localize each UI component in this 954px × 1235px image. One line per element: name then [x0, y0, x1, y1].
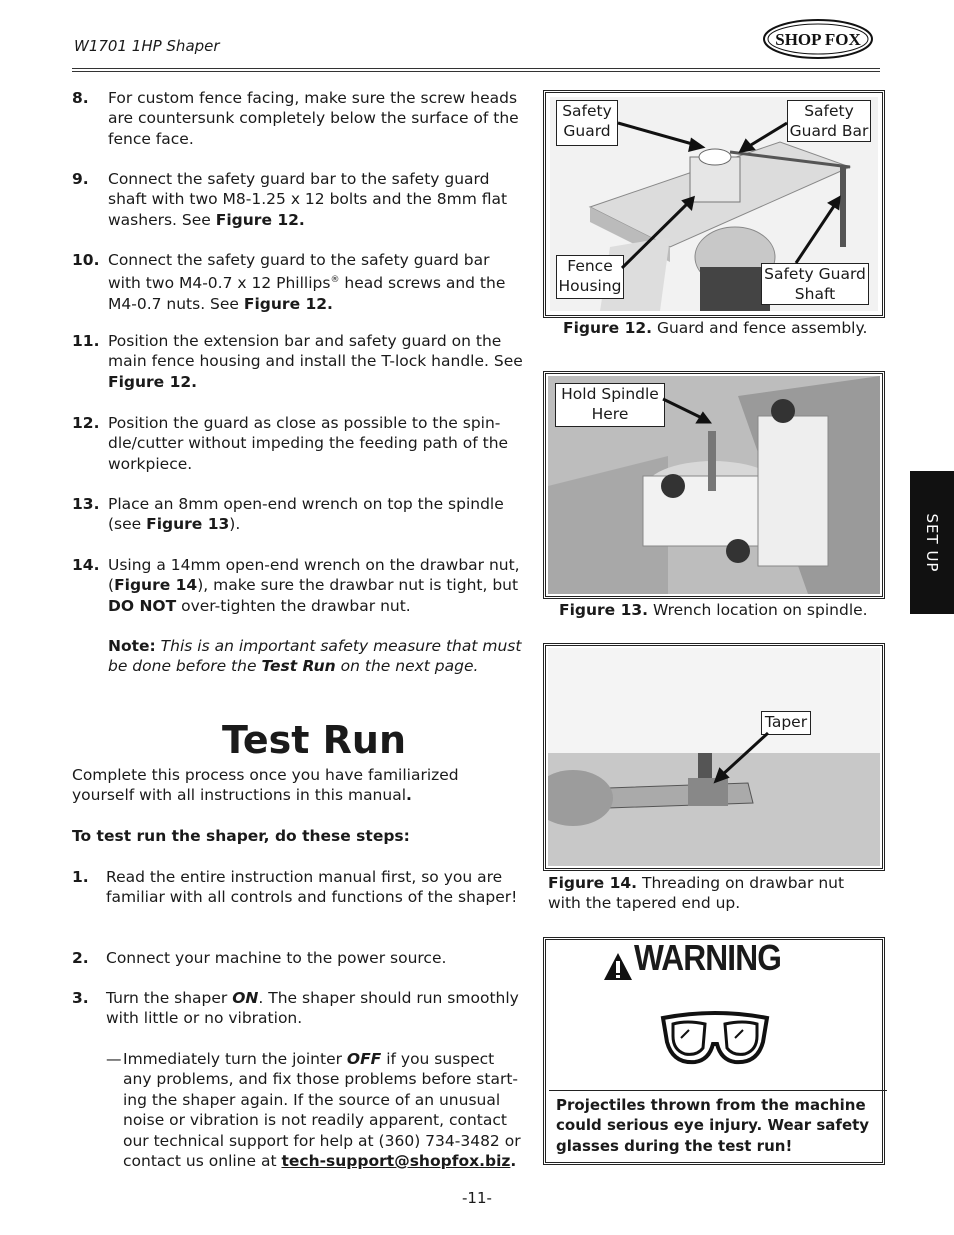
figure-caption-text: Guard and fence assembly. — [652, 319, 868, 337]
step-text: For custom fence facing, make sure the screw heads are countersunk completely below the surface of the fence face. — [108, 89, 519, 148]
step-text — [108, 494, 524, 535]
note-text-part: on the next page. — [335, 657, 479, 676]
step-number: 12. — [72, 414, 100, 432]
registered-mark: ® — [330, 275, 340, 286]
test-step-3 — [72, 988, 524, 1029]
step-text: Read the entire instruction manual first, so you are familiar with all controls and functions of the shaper! — [106, 868, 518, 907]
step-number: 8. — [72, 89, 89, 107]
step-text: Position the guard as close as possible to the spin-dle/cutter without impeding the feeding path of the workpiece. — [108, 414, 509, 473]
figure-14-arrow — [546, 646, 882, 868]
section-tab — [910, 471, 954, 614]
step-number: 1. — [72, 868, 89, 886]
step-text-part: . The shaper should run smoothly with little or no vibration. — [106, 989, 519, 1028]
figure-12-frame — [543, 90, 885, 318]
figure-ref: Figure 12. — [108, 372, 198, 391]
step-text-part: ), make sure the drawbar nut is tight, but — [197, 576, 519, 595]
dash-text-part: Immediately turn the jointer — [123, 1050, 347, 1068]
intro-period: . — [406, 786, 412, 805]
step-number: 3. — [72, 989, 89, 1007]
figure-12-caption — [563, 318, 867, 338]
shop-fox-logo — [762, 18, 874, 60]
step-9 — [72, 169, 524, 230]
note-label: Note: — [108, 637, 156, 655]
steps-heading: To test run the shaper, do these steps: — [72, 827, 410, 845]
callout-safety-guard-bar: Safety Guard Bar — [787, 100, 871, 142]
step-text-part: head screws and the M4-0.7 nuts. See — [108, 274, 506, 313]
dash-text-part: if you suspect any problems, and fix those problems before start-ing the shaper again. If the source of an unusual noise or vibration is not readily apparent, contact our technical support for help at (360) 734-3482 or contact us online at — [123, 1050, 521, 1171]
callout-fence-housing: Fence Housing — [556, 255, 624, 299]
note-text — [108, 636, 524, 677]
figure-14-caption — [548, 873, 880, 913]
callout-safety-guard: Safety Guard — [556, 100, 618, 146]
step-number: 2. — [72, 949, 89, 967]
dash-text-part: . — [510, 1152, 517, 1171]
step-text — [106, 988, 524, 1029]
emphasis: DO NOT — [108, 596, 177, 615]
step-text — [108, 169, 524, 230]
warning-triangle-icon — [603, 952, 633, 982]
svg-text:SHOP FOX: SHOP FOX — [775, 30, 861, 49]
figure-13-caption — [559, 600, 868, 620]
page-number: -11- — [462, 1189, 492, 1207]
figure-label: Figure 14. — [548, 874, 638, 892]
emphasis: ON — [232, 989, 259, 1007]
figure-label: Figure 13. — [559, 601, 649, 619]
step-text-part: Connect the safety guard to the safety guard bar with two M4-0.7 x 12 Phillips — [108, 251, 490, 293]
callout-taper: Taper — [761, 711, 811, 735]
figure-ref: Figure 12. — [215, 210, 305, 229]
header-title: W1701 1HP Shaper — [74, 37, 220, 55]
step-10 — [72, 250, 524, 314]
warning-text: Projectiles thrown from the machine could serious eye injury. Wear safety glasses during the test run! — [549, 1090, 887, 1160]
figure-ref: Figure 12. — [243, 294, 333, 313]
note-text-part: This is an important safety measure that must be done before the — [108, 637, 522, 676]
step-text-part: ). — [229, 515, 241, 534]
step-text — [108, 250, 524, 314]
intro-text-part: Complete this process once you have familiarized yourself with all instructions in this manual — [72, 766, 459, 805]
figure-14-frame — [543, 643, 885, 871]
step-text-part: Using a 14mm open-end wrench on the drawbar nut, ( — [108, 556, 520, 595]
dash-item — [72, 1049, 524, 1171]
step-text — [108, 555, 524, 616]
step-12 — [72, 413, 524, 474]
figure-ref: Figure 13 — [146, 515, 230, 534]
dash-text — [123, 1049, 524, 1171]
step-text-part: Turn the shaper — [106, 989, 233, 1007]
setup-steps — [72, 88, 524, 698]
figure-caption-text: Wrench location on spindle. — [648, 601, 868, 619]
callout-hold-spindle: Hold Spindle Here — [555, 383, 665, 427]
test-run-steps — [72, 867, 524, 1171]
note-emphasis: Test Run — [261, 657, 336, 676]
figure-label: Figure 12. — [563, 319, 653, 337]
test-step-2 — [72, 948, 524, 968]
figure-12-arrows — [546, 93, 882, 315]
figure-13-arrow — [546, 374, 882, 596]
dash: — — [106, 1050, 122, 1068]
figure-caption-text: Threading on drawbar nut with the tapered end up. — [548, 874, 845, 912]
step-text-part: Place an 8mm open-end wrench on top the spindle (see — [108, 495, 504, 534]
safety-glasses-icon — [659, 1008, 771, 1070]
step-number: 14. — [72, 556, 100, 574]
step-11 — [72, 331, 524, 392]
section-title: Test Run — [222, 718, 407, 762]
step-text: Connect your machine to the power source. — [106, 949, 447, 967]
section-tab-label: SET UP — [923, 513, 942, 572]
warning-title: WARNING — [634, 937, 781, 978]
warning-box — [543, 937, 885, 1165]
intro-text — [72, 765, 524, 806]
step-text — [108, 331, 524, 392]
support-email-link[interactable]: tech-support@shopfox.biz — [281, 1152, 511, 1171]
step-number: 13. — [72, 495, 100, 513]
step-number: 10. — [72, 251, 100, 269]
note — [72, 636, 524, 677]
step-13 — [72, 494, 524, 535]
step-text-part: Connect the safety guard bar to the safety guard shaft with two M8-1.25 x 12 bolts and the 8mm flat washers. See — [108, 170, 508, 229]
figure-13-frame — [543, 371, 885, 599]
emphasis: OFF — [346, 1050, 382, 1068]
step-number: 9. — [72, 170, 89, 188]
test-step-1 — [72, 867, 524, 908]
callout-safety-guard-shaft: Safety Guard Shaft — [761, 263, 869, 305]
step-number: 11. — [72, 332, 100, 350]
step-text-part: Position the extension bar and safety guard on the main fence housing and install the T-lock handle. See — [108, 332, 523, 371]
header-rule — [72, 68, 880, 72]
figure-ref: Figure 14 — [114, 576, 198, 595]
step-text-part: over-tighten the drawbar nut. — [176, 596, 411, 615]
step-8 — [72, 88, 524, 149]
step-14 — [72, 555, 524, 616]
